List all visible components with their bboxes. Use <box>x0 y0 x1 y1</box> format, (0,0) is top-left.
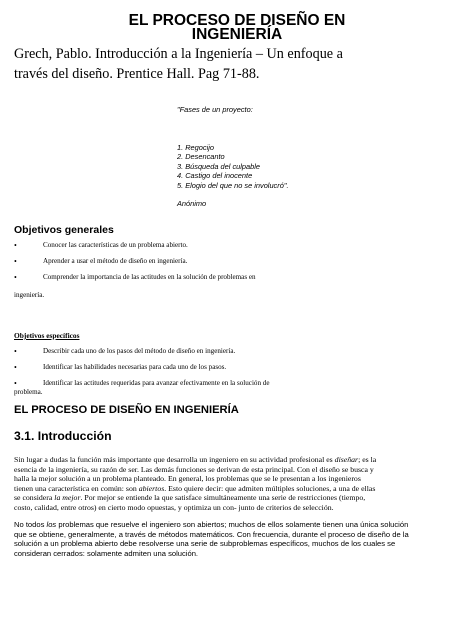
quote-item: 2. Desencanto <box>177 152 225 162</box>
paragraph-line: No todos los problemas que resuelve el ingeniero son abiertos; muchos de ellos solamente tienen una única solución <box>14 520 409 529</box>
paragraph-line: se considera la mejor. Por mejor se entiende la que satisface simultáneamente una serie de restricciones (tiempo, <box>14 493 366 503</box>
quote-item: 4. Castigo del inocente <box>177 171 253 181</box>
paragraph-line: que se obtiene, generalmente, a través de métodos matemáticos. Con frecuencia, durante el proceso de diseño de la <box>14 529 409 539</box>
paragraph-line: esencia de la ingeniería, su razón de ser. Las demás funciones se derivan de esta principal. Con el diseño se busca y <box>14 464 374 474</box>
bullet-icon: • <box>14 347 17 356</box>
quote-item: 5. Elogio del que no se involucró". <box>177 180 289 190</box>
document-title <box>0 14 474 42</box>
quote-list <box>177 143 289 190</box>
bibliographic-reference <box>14 44 464 84</box>
bullet-icon: • <box>14 379 17 388</box>
list-item-continuation: ingeniería. <box>14 291 45 299</box>
section-heading: EL PROCESO DE DISEÑO EN INGENIERÍA <box>14 404 239 416</box>
reference-line-1: Grech, Pablo. Introducción a la Ingeniería – Un enfoque a <box>14 46 343 62</box>
bullet-icon: • <box>14 273 17 282</box>
quote-item: 3. Búsqueda del culpable <box>177 161 261 171</box>
bullet-icon: • <box>14 363 17 372</box>
paragraph-problems <box>14 520 461 558</box>
reference-line-2: través del diseño. Prentice Hall. Pag 71-88. <box>14 66 260 82</box>
document-page: EL PROCESO DE DISEÑO EN INGENIERÍA Grech, Pablo. Introducción a la Ingeniería – Un enfoque a través del diseño. Prentice Hall. Pag 71-88. "Fases de un proyecto: 1. Regocijo 2. Desencanto 3. Búsqueda del culpable 4. Castigo del inocente 5. Elogio del que no se involucró". Anónimo Objetivos generales • Conocer las características de un problema abierto. • Aprender a usar el método de diseño en ingeniería. • Comprender la importancia de las actitudes en la solución de problemas en ingeniería. Objetivos específicos • Describir cada uno de los pasos del método de diseño en ingeniería. • Identificar las habilidades necesarias para cada uno de los pasos. • Identificar las actitudes requeridas para avanzar efectivamente en la solución de problema. EL PROCESO DE DISEÑO EN INGENIERÍA 3.1. Introducción Sin lugar a dudas la función más importante que desarrolla un ingeniero en su actividad profesional es diseñar; es la esencia de la ingeniería, su razón de ser. Las demás funciones se derivan de esta principal. Con el diseño se busca y halla la mejor solución a un problema planteado. En general, los problemas que se le presentan a los ingenieros tienen una característica en común: son abiertos. Esto quiere decir: que admiten múltiples soluciones, a una de ellas se considera la mejor. Por mejor se entiende la que satisface simultáneamente una serie de restricciones (tiempo, costo, calidad, entre otros) en cierto modo opuestas, y optimiza un con- junto de criterios de selección. No todos los problemas que resuelve el ingeniero son abiertos; muchos de ellos solamente tienen una única solución que se obtiene, generalmente, a través de métodos matemáticos. Con frecuencia, durante el proceso de diseño de la solución a un problema abierto debe resolverse una serie de subproblemas específicos, muchos de los cuales se consideran cerrados: solamente admiten una solución. <box>0 0 474 632</box>
paragraph-line: halla la mejor solución a un problema planteado. En general, los problemas que se le presentan a los ingenieros <box>14 474 361 484</box>
paragraph-line: costo, calidad, entre otros) en cierto modo opuestas, y optimiza un con- junto de criterios de selección. <box>14 502 334 512</box>
paragraph-line: consideran cerrados: solamente admiten una solución. <box>14 548 199 558</box>
subsection-heading: 3.1. Introducción <box>14 429 112 443</box>
quote-author: Anónimo <box>177 199 207 208</box>
quote-heading: "Fases de un proyecto: <box>177 105 253 114</box>
paragraph-line: tienen una característica en común: son abiertos. Esto quiere decir: que admiten múltiples soluciones, a una de ellas <box>14 483 376 493</box>
title-line-1: EL PROCESO DE DISEÑO EN <box>128 12 346 29</box>
list-item-continuation: problema. <box>14 388 43 396</box>
title-line-2: INGENIERÍA <box>191 26 283 43</box>
paragraph-line: solución a un problema abierto debe resolverse una serie de subproblemas específicos, muchos de los cuales se <box>14 539 396 549</box>
objetivos-generales-heading: Objetivos generales <box>14 224 114 236</box>
bullet-icon: • <box>14 241 17 250</box>
objetivos-especificos-heading: Objetivos específicos <box>14 331 80 340</box>
paragraph-line: Sin lugar a dudas la función más importante que desarrolla un ingeniero en su actividad profesional es diseñar; es la <box>14 455 377 464</box>
quote-item: 1. Regocijo <box>177 143 214 152</box>
bullet-icon: • <box>14 257 17 266</box>
paragraph-intro <box>14 455 461 513</box>
